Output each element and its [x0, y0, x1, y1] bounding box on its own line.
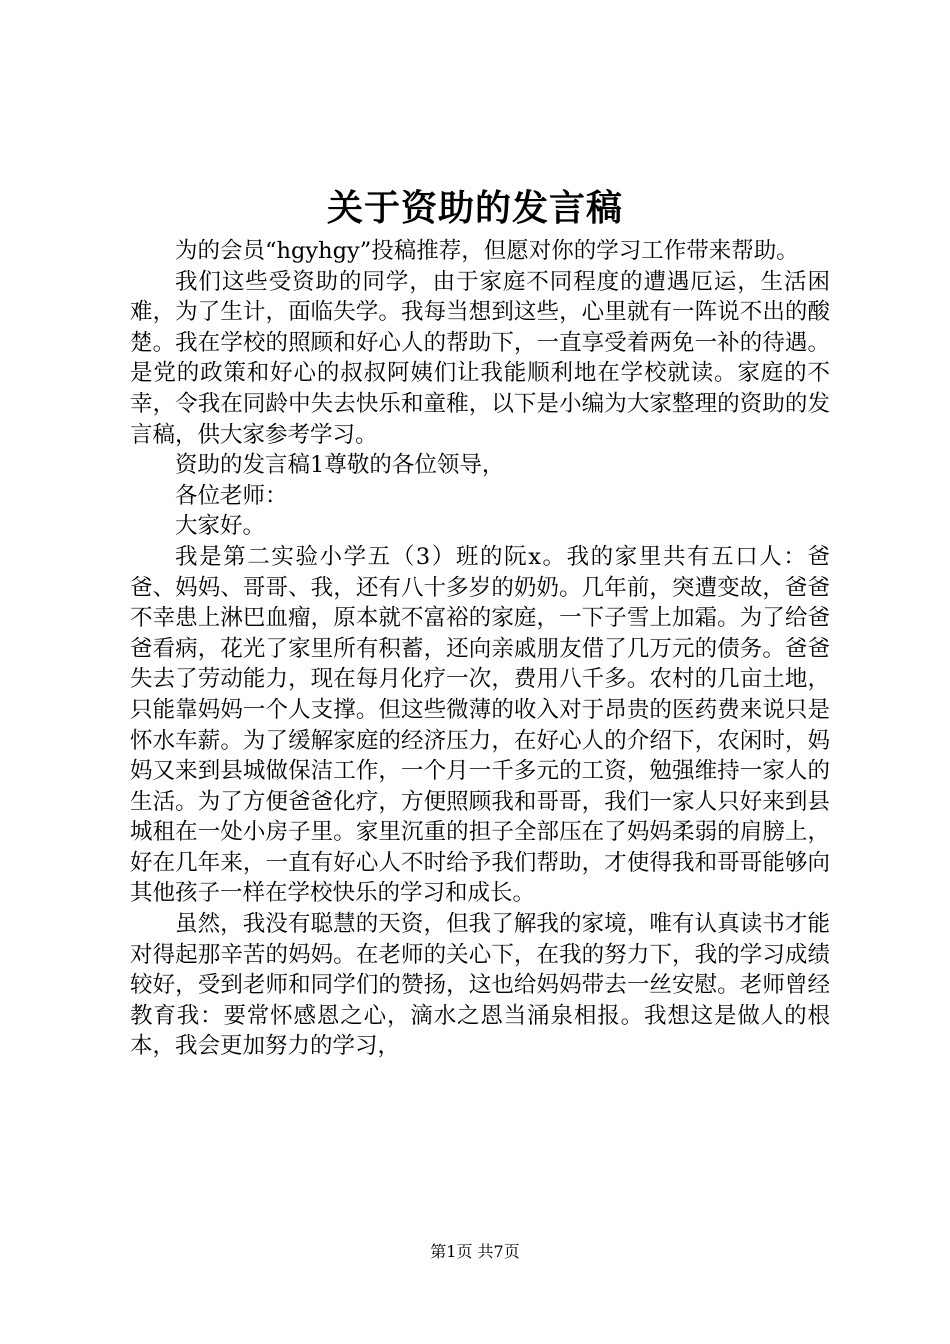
- page-title: 关于资助的发言稿: [326, 187, 623, 229]
- paragraph: 大家好。: [175, 513, 266, 540]
- paragraph: 资助的发言稿1尊敬的各位领导，: [175, 452, 505, 479]
- page-number-footer: 第1页 共7页: [430, 1242, 520, 1261]
- paragraph: 为的会员“hgyhgy”投稿推荐，但愿对你的学习工作带来帮助。: [175, 238, 799, 264]
- paragraph: 虽然，我没有聪慧的天资，但我了解我的家境，唯有认真读书才能对得起那辛苦的妈妈。在老师的关心下，在我的努力下，我的学习成绩较好，受到老师和同学们的赞扬，这也给妈妈带去一丝安慰。老师曾经教育我：要常怀感恩之心，滴水之恩当涌泉相报。我想这是做人的根本，我会更加努力的学习，: [130, 911, 830, 1060]
- paragraph: 各位老师：: [175, 482, 288, 509]
- document-body: [130, 236, 830, 1062]
- paragraph: 我是第二实验小学五（3）班的阮x。我的家里共有五口人：爸爸、妈妈、哥哥、我，还有八十多岁的奶奶。几年前，突遭变故，爸爸不幸患上淋巴血瘤，原本就不富裕的家庭，一下子雪上加霜。为了给爸爸看病，花光了家里所有积蓄，还向亲戚朋友借了几万元的债务。爸爸失去了劳动能力，现在每月化疗一次，费用八千多。农村的几亩土地，只能靠妈妈一个人支撑。但这些微薄的收入对于昂贵的医药费来说只是怀水车薪。为了缓解家庭的经济压力，在好心人的介绍下，农闲时，妈妈又来到县城做保洁工作，一个月一千多元的工资，勉强维持一家人的生活。为了方便爸爸化疗，方便照顾我和哥哥，我们一家人只好来到县城租在一处小房子里。家里沉重的担子全部压在了妈妈柔弱的肩膀上，好在几年来，一直有好心人不时给予我们帮助，才使得我和哥哥能够向其他孩子一样在学校快乐的学习和成长。: [130, 543, 830, 907]
- paragraph: 我们这些受资助的同学，由于家庭不同程度的遭遇厄运，生活困难，为了生计，面临失学。我每当想到这些，心里就有一阵说不出的酸楚。我在学校的照顾和好心人的帮助下，一直享受着两免一补的待遇。是党的政策和好心的叔叔阿姨们让我能顺利地在学校就读。家庭的不幸，令我在同龄中失去快乐和童稚，以下是小编为大家整理的资助的发言稿，供大家参考学习。: [130, 268, 830, 448]
